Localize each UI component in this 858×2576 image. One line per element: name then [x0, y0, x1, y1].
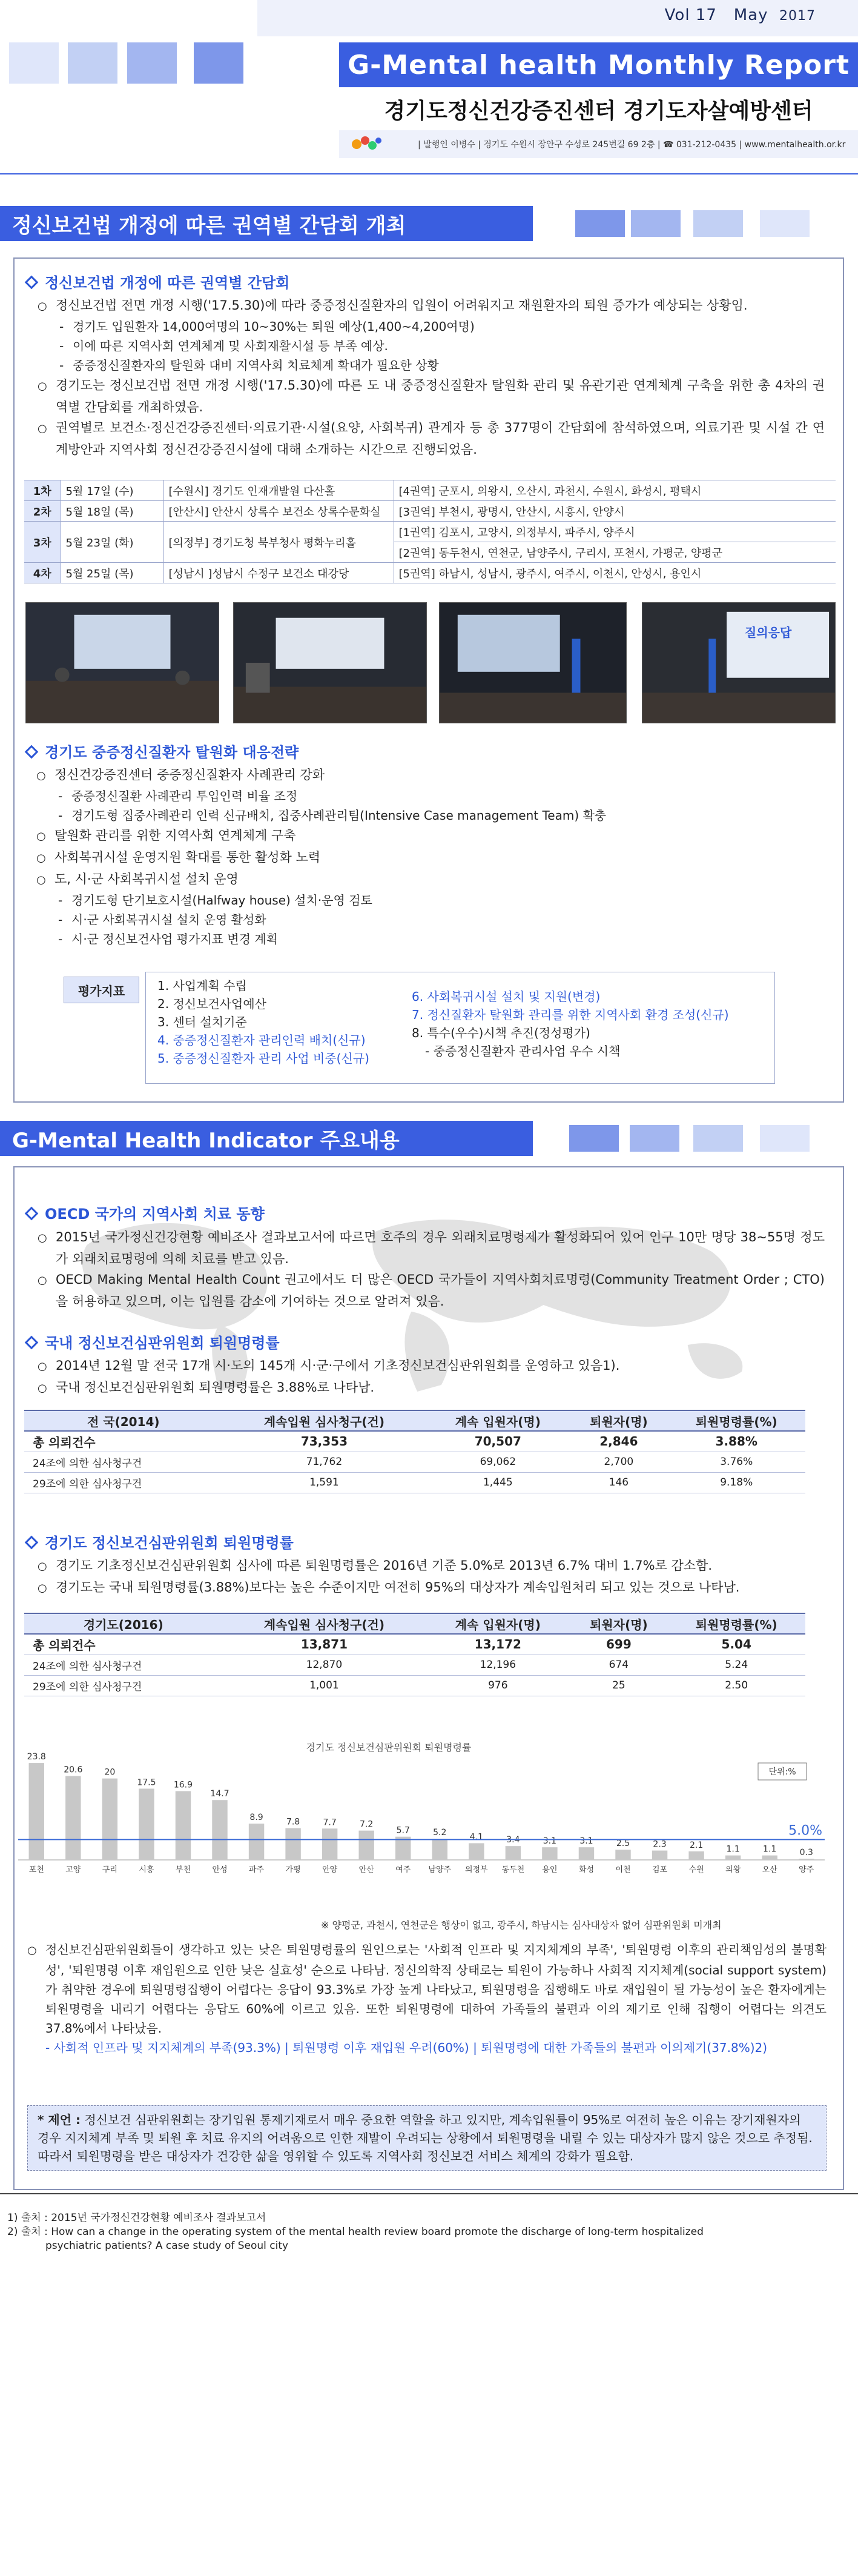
table-cell: 70,507 — [426, 1431, 570, 1452]
gyeonggi-paragraphs — [38, 1555, 825, 1599]
bar-여주 — [395, 1837, 411, 1860]
publisher-info: | 발행인 이병수 | 경기도 수원시 장안구 수성로 245번길 69 2층 | ☎ 031-212-0435 | www.mentalhealth.or.kr — [418, 140, 846, 150]
bar-value-label: 20.6 — [64, 1765, 83, 1775]
indicator-item: 5. 중증정신질환자 관리 사업 비중(신규) — [157, 1051, 369, 1066]
indicator-item: - 중증정신질환자 관리사업 우수 시책 — [425, 1044, 621, 1058]
category-tick-label: 김포 — [652, 1865, 668, 1874]
table-header: 전 국(2014) — [24, 1410, 223, 1431]
bar-value-label: 2.3 — [653, 1839, 667, 1850]
bar-시흥 — [139, 1788, 154, 1860]
schedule-area: [5권역] 하남시, 성남시, 광주시, 여주시, 이천시, 안성시, 용인시 — [394, 563, 836, 583]
diamond-icon — [25, 1207, 39, 1221]
schedule-num: 4차 — [24, 563, 61, 583]
sub2-text: 국내 정신보건심판위원회 퇴원명령률 — [45, 1335, 280, 1352]
section2-square-4 — [760, 1125, 810, 1152]
table-row — [24, 1452, 805, 1472]
bar-value-label: 3.1 — [579, 1836, 593, 1847]
proposal-box — [27, 2105, 827, 2171]
bullet-gg-rate: ○ 경기도 기초정신보건심판위원회 심사에 따른 퇴원명령률은 2016년 기준 5.0%로 2013년 6.7% 대비 1.7%로 감소함. — [38, 1555, 825, 1577]
schedule-num: 2차 — [24, 501, 61, 522]
table-header: 퇴원명령률(%) — [667, 1410, 805, 1431]
diamond-icon — [25, 1536, 39, 1550]
center-logo-icon — [348, 132, 384, 156]
section2-square-1 — [569, 1125, 619, 1152]
bullet-rehab-support: ○ 사회복귀시설 운영지원 확대를 통한 활성화 노력 — [36, 847, 823, 869]
bar-value-label: 3.4 — [506, 1835, 520, 1845]
section2-square-2 — [630, 1125, 679, 1152]
dash-ratio: - 중증정신질환 사례관리 투입인력 비율 조정 — [36, 786, 823, 806]
bar-의왕 — [725, 1856, 741, 1860]
sub3-text: 경기도 정신보건심판위원회 퇴원명령률 — [45, 1535, 294, 1552]
bar-구리 — [102, 1779, 117, 1860]
dash-ict: - 경기도형 집중사례관리 인력 신규배치, 집중사례관리팀(Intensive Case management Team) 확충 — [36, 806, 823, 825]
chart-unit-label: 단위:% — [768, 1767, 796, 1777]
bar-value-label: 5.7 — [396, 1825, 410, 1836]
dash-halfway: - 경기도형 단기보호시설(Halfway house) 설치·운영 검토 — [36, 891, 823, 910]
schedule-date: 5월 25일 (목) — [61, 563, 163, 583]
table-header: 퇴원자(명) — [570, 1613, 667, 1634]
category-tick-label: 고양 — [65, 1865, 81, 1874]
bullet-rehab-facilities: ○ 도, 시·군 사회복귀시설 설치 운영 — [36, 869, 823, 891]
table-cell: 9.18% — [667, 1472, 805, 1493]
header-square-1 — [9, 42, 59, 84]
meeting-photo-4 — [642, 602, 836, 723]
category-tick-label: 이천 — [615, 1865, 631, 1874]
table-cell: 총 의뢰건수 — [24, 1431, 223, 1452]
causes-summary: - 사회적 인프라 및 지지체계의 부족(93.3%) | 퇴원명령 이후 재입원 우려(60%) | 퇴원명령에 대한 가족들의 불편과 이의제기(37.8%)2) — [45, 2040, 768, 2055]
table-header: 계속입원 심사청구(건) — [223, 1613, 426, 1634]
table-cell: 3.76% — [667, 1452, 805, 1472]
bullet-gg-compare: ○ 경기도는 국내 퇴원명령률(3.88%)보다는 높은 수준이지만 여전히 95%의 대상자가 계속입원처리 되고 있는 것으로 나타남. — [38, 1577, 825, 1599]
table-header-row — [24, 1613, 805, 1634]
header-divider — [0, 173, 858, 174]
indicator-item: 1. 사업계획 수립 — [157, 978, 247, 993]
table-cell: 29조에 의한 심사청구건 — [24, 1472, 223, 1493]
strategy-list — [36, 765, 823, 949]
bullet-committees: ○ 2014년 12월 말 전국 17개 시·도의 145개 시·군·구에서 기초정신보건심판위원회를 운영하고 있음1). — [38, 1355, 825, 1377]
table-row — [24, 1431, 805, 1452]
table-row — [24, 1634, 805, 1655]
section2-sub1 — [24, 1202, 265, 1223]
section2-sub3 — [24, 1531, 294, 1552]
proposal-text: 정신보건 심판위원회는 장기입원 통제기재로서 매우 중요한 역할을 하고 있지만, 계속입원률이 95%로 여전히 높은 이유는 장기재원자의 경우 지지체계 부족 및 퇴원 후 치료 유지의 어려움으로 인한 재발이 우려되는 상황에서 퇴원명령을 내릴 수 있는 대상자가 많지 않은 것으로 추정됨. 따라서 퇴원명령을 받은 대상자가 건강한 삶을 영위할 수 있도록 지역사회 정신보건 서비스 체계의 강화가 필요함. — [38, 2113, 813, 2163]
table-cell: 674 — [570, 1655, 667, 1675]
category-tick-label: 의정부 — [464, 1865, 488, 1874]
table-cell: 146 — [570, 1472, 667, 1493]
bullet-case-management: ○ 정신건강증진센터 중증정신질환자 사례관리 강화 — [36, 765, 823, 786]
section1-square-3 — [693, 210, 743, 237]
bar-value-label: 5.2 — [433, 1828, 447, 1838]
diamond-icon — [25, 1336, 39, 1350]
indicator-item: 7. 정신질환자 탈원화 관리를 위한 지역사회 환경 조성(신규) — [412, 1007, 729, 1022]
schedule-place: [수원시] 경기도 인재개발원 다산홀 — [163, 480, 394, 501]
bar-value-label: 7.2 — [360, 1819, 374, 1830]
meeting-photo-2 — [233, 602, 427, 723]
table-cell: 1,001 — [223, 1675, 426, 1696]
category-tick-label: 시흥 — [139, 1865, 154, 1874]
table-cell: 5.04 — [667, 1634, 805, 1655]
category-tick-label: 화성 — [578, 1865, 595, 1874]
table-cell: 13,172 — [426, 1634, 570, 1655]
bar-가평 — [285, 1828, 300, 1860]
bar-부천 — [176, 1791, 191, 1860]
gyeonggi-table — [24, 1613, 805, 1696]
category-tick-label: 동두천 — [501, 1865, 525, 1874]
category-tick-label: 안산 — [358, 1865, 374, 1874]
table-row — [24, 1472, 805, 1493]
bullet-law-revision: ○ 정신보건법 전면 개정 시행('17.5.30)에 따라 중증정신질환자의 입원이 어려워지고 재원환자의 퇴원 증가가 예상되는 상황임. — [38, 295, 825, 317]
section2-sub2 — [24, 1331, 280, 1352]
bar-용인 — [542, 1847, 557, 1860]
table-cell: 24조에 의한 심사청구건 — [24, 1452, 223, 1472]
schedule-num: 1차 — [24, 480, 61, 501]
table-cell: 12,870 — [223, 1655, 426, 1675]
table-cell: 71,762 — [223, 1452, 426, 1472]
bar-안양 — [322, 1828, 337, 1860]
bullet-australia: ○ 2015년 국가정신건강현황 예비조사 결과보고서에 따르면 호주의 경우 외래치료명령제가 활성화되어 있어 인구 10만 명당 38~55명 정도가 외래치료명령에 의해 치료를 받고 있음. — [38, 1227, 825, 1269]
bar-양주 — [799, 1859, 814, 1860]
issue-month: May — [733, 6, 768, 24]
photo-banner-text: 질의응답 — [745, 625, 792, 640]
table-header: 퇴원자(명) — [570, 1410, 667, 1431]
category-tick-label: 의왕 — [725, 1865, 741, 1874]
schedule-date: 5월 23일 (화) — [61, 522, 163, 563]
bar-value-label: 2.1 — [689, 1840, 704, 1850]
section2-title: G-Mental Health Indicator 주요내용 — [12, 1128, 400, 1153]
table-header: 계속 입원자(명) — [426, 1410, 570, 1431]
table-cell: 총 의뢰건수 — [24, 1634, 223, 1655]
table-header-row — [24, 1410, 805, 1431]
bar-value-label: 2.5 — [616, 1839, 630, 1849]
bullet-causes: ○ 정신보건심판위원회들이 생각하고 있는 낮은 퇴원명령률의 원인으로는 '사회적 인프라 및 지지체계의 부족', '퇴원명령 이후의 관리책임성의 불명확성', '퇴원명령 이후 재입원으로 인한 낮은 실효성' 순으로 나타남. 정신의학적 상태로는 퇴원이 가능하나 사회적 지지체계(social support system)가 취약한 경우에 퇴원명령집행이 어렵다는 응답이 93.3%로 가장 높게 나타났고, 퇴원명령을 집행해도 바로 재입원이 될 가능성이 높은 환자에게는 퇴원명령을 내리기 어렵다는 응답도 60%에 이르고 있음. 또한 퇴원명령에 대하여 가족들의 불편과 이의 제기로 인해 집행이 어렵다는 의견도 37.8%에서 나타났음. — [27, 1940, 827, 2038]
table-row — [24, 1655, 805, 1675]
table-cell: 24조에 의한 심사청구건 — [24, 1655, 223, 1675]
category-tick-label: 파주 — [248, 1865, 265, 1874]
bar-value-label: 1.1 — [726, 1844, 740, 1854]
header-square-3 — [127, 42, 177, 84]
section1-square-1 — [575, 210, 625, 237]
oecd-paragraphs — [38, 1227, 825, 1312]
schedule-row — [24, 522, 836, 542]
schedule-row — [24, 563, 836, 583]
table-cell: 1,445 — [426, 1472, 570, 1493]
schedule-row — [24, 480, 836, 501]
table-cell: 976 — [426, 1675, 570, 1696]
category-tick-label: 안성 — [212, 1865, 228, 1874]
bar-남양주 — [432, 1839, 447, 1860]
table-cell: 29조에 의한 심사청구건 — [24, 1675, 223, 1696]
table-cell: 12,196 — [426, 1655, 570, 1675]
meeting-schedule-table — [24, 480, 836, 583]
category-tick-label: 오산 — [762, 1865, 777, 1874]
schedule-date: 5월 17일 (수) — [61, 480, 163, 501]
category-tick-label: 남양주 — [428, 1865, 452, 1874]
publisher-bar — [339, 130, 858, 158]
bar-value-label: 14.7 — [210, 1789, 229, 1799]
indicator-item: 2. 정신보건사업예산 — [157, 997, 266, 1011]
bar-동두천 — [506, 1846, 521, 1860]
bar-고양 — [65, 1776, 81, 1860]
bar-value-label: 8.9 — [249, 1813, 263, 1823]
center-name: 경기도정신건강증진센터 경기도자살예방센터 — [384, 99, 813, 124]
table-cell: 2,700 — [570, 1452, 667, 1472]
reference-line-label: 5.0% — [788, 1823, 822, 1839]
table-header: 계속입원 심사청구(건) — [223, 1410, 426, 1431]
table-cell: 2,846 — [570, 1431, 667, 1452]
schedule-area: [2권역] 동두천시, 연천군, 남양주시, 구리시, 포천시, 가평군, 양평군 — [394, 542, 836, 563]
bar-포천 — [29, 1763, 44, 1860]
bar-value-label: 1.1 — [763, 1844, 777, 1854]
indicator-list-right — [412, 988, 775, 1060]
bullet-meetings: ○ 경기도는 정신보건법 전면 개정 시행('17.5.30)에 따른 도 내 중증정신질환자 탈원화 관리 및 유관기관 연계체계 구축을 위한 총 4차의 권역별 간담회를 개최하였음. — [38, 375, 825, 417]
category-tick-label: 가평 — [285, 1865, 301, 1874]
issue-year: 2017 — [779, 8, 816, 24]
bar-화성 — [579, 1847, 594, 1860]
report-header — [0, 0, 858, 170]
bullet-attendance: ○ 권역별로 보건소·정신건강증진센터·의료기관·시설(요양, 사회복귀) 관계자 등 총 377명이 간담회에 참석하였으며, 의료기관 및 시설 간 연계방안과 지역사회 정신건강증진시설에 대해 소개하는 시간으로 진행되었음. — [38, 417, 825, 460]
section1-sub1 — [24, 271, 289, 292]
dash-shortage: - 이에 따른 지역사회 연계체계 및 사회재활시설 등 부족 예상. — [38, 336, 825, 356]
volume-info — [665, 6, 816, 24]
bar-수원 — [688, 1851, 704, 1860]
table-row — [24, 1675, 805, 1696]
bullet-national-rate: ○ 국내 정신보건심판위원회 퇴원명령률은 3.88%로 나타남. — [38, 1377, 825, 1399]
section2-title-bar — [0, 1121, 533, 1156]
section1-square-2 — [631, 210, 681, 237]
chart-title: 경기도 정신보건심판위원회 퇴원명령률 — [306, 1742, 472, 1753]
bar-파주 — [249, 1824, 264, 1860]
table-header: 퇴원명령률(%) — [667, 1613, 805, 1634]
bar-value-label: 3.1 — [543, 1836, 557, 1847]
schedule-place: [안산시] 안산시 상록수 보건소 상록수문화실 — [163, 501, 394, 522]
indicator-item: 3. 센터 설치기준 — [157, 1015, 247, 1029]
table-cell: 1,591 — [223, 1472, 426, 1493]
table-cell: 699 — [570, 1634, 667, 1655]
schedule-area: [1권역] 김포시, 고양시, 의정부시, 파주시, 양주시 — [394, 522, 836, 542]
national-table — [24, 1410, 805, 1493]
schedule-row — [24, 501, 836, 522]
schedule-area: [3권역] 부천시, 광명시, 안산시, 시흥시, 안양시 — [394, 501, 836, 522]
bar-value-label: 20 — [104, 1767, 116, 1778]
bar-value-label: 23.8 — [27, 1752, 46, 1762]
table-cell: 73,353 — [223, 1431, 426, 1452]
bar-value-label: 16.9 — [173, 1780, 193, 1790]
category-tick-label: 여주 — [395, 1865, 411, 1874]
table-cell: 2.50 — [667, 1675, 805, 1696]
indicator-item: 4. 중증정신질환자 관리인력 배치(신규) — [157, 1033, 366, 1047]
diamond-icon — [25, 276, 39, 290]
chart-note: ※ 양평군, 과천시, 연천군은 행상이 없고, 광주시, 하남시는 심사대상자 없어 심판위원회 미개최 — [321, 1919, 722, 1931]
bullet-cto: ○ OECD Making Mental Health Count 권고에서도 더 많은 OECD 국가들이 지역사회치료명령(Community Treatment Order ; CTO)을 허용하고 있으며, 이는 입원률 감소에 기여하는 것으로 알려져 있음. — [38, 1269, 825, 1312]
schedule-place: [성남시 ]성남시 수정구 보건소 대강당 — [163, 563, 394, 583]
indicator-label: 평가지표 — [64, 977, 139, 1003]
footnote-divider — [0, 2193, 858, 2194]
dash-inpatients: - 경기도 입원환자 14,000여명의 10~30%는 퇴원 예상(1,400~4,200여명) — [38, 317, 825, 336]
schedule-place: [의정부] 경기도청 북부청사 평화누리홀 — [163, 522, 394, 563]
indicator-list-left — [157, 977, 436, 1067]
dash-activation: - 시·군 사회복귀시설 설치 운영 활성화 — [36, 910, 823, 929]
schedule-area: [4권역] 군포시, 의왕시, 오산시, 과천시, 수원시, 화성시, 평택시 — [394, 480, 836, 501]
national-paragraphs — [38, 1355, 825, 1399]
schedule-date: 5월 18일 (목) — [61, 501, 163, 522]
volume-number: Vol 17 — [664, 6, 717, 24]
section1-title-bar — [0, 206, 533, 241]
bar-안성 — [212, 1800, 227, 1860]
sub1-text: OECD 국가의 지역사회 치료 동향 — [45, 1206, 265, 1223]
category-tick-label: 안양 — [322, 1865, 338, 1874]
category-tick-label: 구리 — [102, 1865, 117, 1874]
footnote-1: 1) 출처 : 2015년 국가정신건강현황 예비조사 결과보고서 — [7, 2212, 266, 2224]
dash-indicator-plan: - 시·군 정신보건사업 평가지표 변경 계획 — [36, 929, 823, 949]
header-square-4 — [194, 42, 243, 84]
discharge-rate-chart — [13, 1739, 837, 1914]
bar-안산 — [358, 1831, 374, 1860]
section1-square-4 — [760, 210, 810, 237]
section2-square-3 — [693, 1125, 743, 1152]
bar-이천 — [615, 1850, 630, 1860]
meeting-photo-1 — [25, 602, 219, 723]
section1-title: 정신보건법 개정에 따른 권역별 간담회 개최 — [12, 213, 406, 238]
bar-의정부 — [469, 1843, 484, 1860]
report-title: G-Mental health Monthly Report — [339, 42, 858, 87]
schedule-num: 3차 — [24, 522, 61, 563]
bar-김포 — [652, 1851, 667, 1860]
footnote-2: 2) 출처 : How can a change in the operating system of the mental health review board promote the discharge of long-term hospitalized — [7, 2226, 704, 2238]
category-tick-label: 양주 — [799, 1865, 814, 1874]
category-tick-label: 포천 — [28, 1865, 44, 1874]
table-cell: 13,871 — [223, 1634, 426, 1655]
footnote-2-cont: psychiatric patients? A case study of Seoul city — [45, 2240, 289, 2252]
table-cell: 69,062 — [426, 1452, 570, 1472]
indicator-item: 6. 사회복귀시설 설치 및 지원(변경) — [412, 989, 601, 1004]
category-tick-label: 부천 — [175, 1865, 191, 1874]
table-header: 경기도(2016) — [24, 1613, 223, 1634]
meeting-photo-3 — [439, 602, 627, 723]
table-cell: 5.24 — [667, 1655, 805, 1675]
table-cell: 25 — [570, 1675, 667, 1696]
section1-sub2 — [24, 740, 299, 762]
indicator-item: 8. 특수(우수)시책 추진(정성평가) — [412, 1026, 590, 1040]
section1-body — [38, 295, 825, 460]
proposal-label: * 제언 : — [38, 2113, 81, 2127]
bar-value-label: 17.5 — [137, 1778, 156, 1788]
bar-오산 — [762, 1856, 777, 1860]
sub1-text: 정신보건법 개정에 따른 권역별 간담회 — [45, 274, 290, 291]
bar-value-label: 4.1 — [469, 1832, 483, 1842]
table-cell: 3.88% — [667, 1431, 805, 1452]
table-header: 계속 입원자(명) — [426, 1613, 570, 1634]
category-tick-label: 용인 — [542, 1865, 558, 1874]
sub2-text: 경기도 중증정신질환자 탈원화 대응전략 — [45, 744, 299, 761]
category-tick-label: 수원 — [688, 1865, 704, 1874]
diamond-icon — [25, 745, 39, 759]
header-square-2 — [68, 42, 117, 84]
bar-value-label: 0.3 — [799, 1847, 813, 1857]
bullet-network: ○ 탈원화 관리를 위한 지역사회 연계체계 구축 — [36, 825, 823, 847]
bar-value-label: 7.7 — [323, 1817, 337, 1828]
dash-need: - 중증정신질환자의 탈원화 대비 지역사회 치료체계 확대가 필요한 상황 — [38, 356, 825, 375]
bar-value-label: 7.8 — [286, 1817, 300, 1827]
cause-analysis — [27, 1940, 827, 2057]
